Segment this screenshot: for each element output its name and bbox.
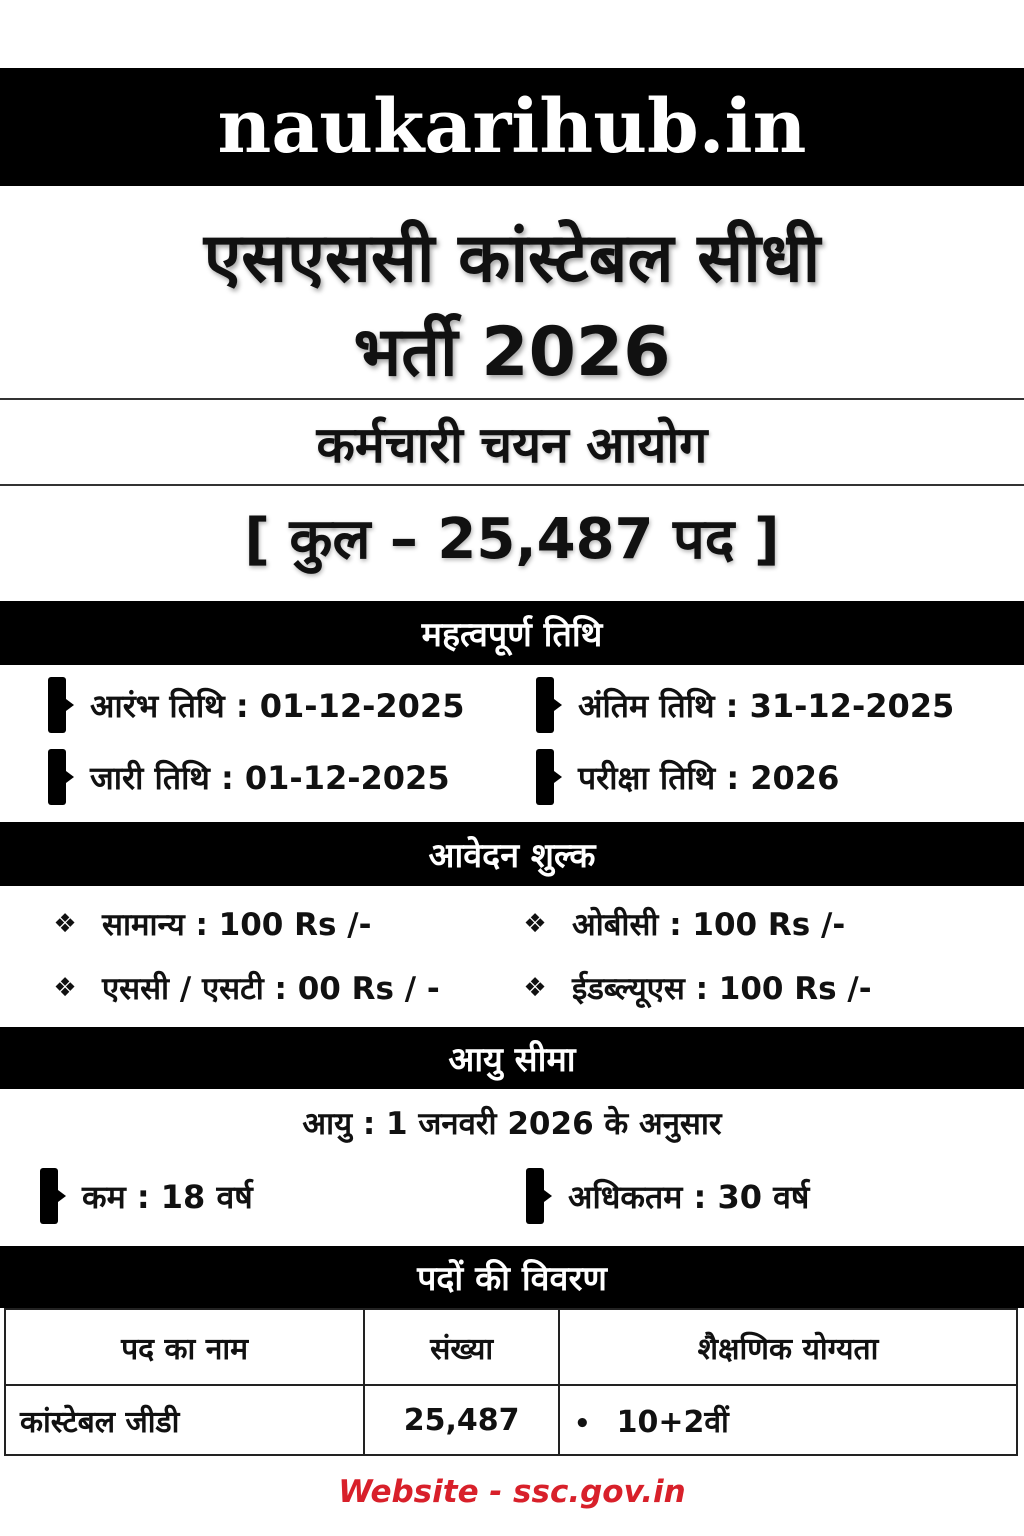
exam-date: परीक्षा तिथि : 2026 xyxy=(578,758,840,797)
age-item xyxy=(0,1166,512,1226)
important-dates-header xyxy=(0,601,1024,665)
post-details-table xyxy=(4,1308,1018,1456)
post-details-heading: पदों की विवरण xyxy=(417,1259,607,1299)
fee-sc-st: एससी / एसटी : 00 Rs / - xyxy=(102,971,440,1007)
fee-item xyxy=(512,900,1024,948)
post-details-header xyxy=(0,1246,1024,1308)
date-item xyxy=(512,748,1024,806)
diamond-bullet-icon: ❖ xyxy=(523,909,547,939)
application-fee-heading: आवेदन शुल्क xyxy=(428,836,596,876)
title-line-2: भर्ती 2026 xyxy=(353,313,671,392)
date-item xyxy=(0,676,512,734)
bar-marker-icon xyxy=(40,1168,58,1224)
bar-marker-icon xyxy=(48,749,66,805)
table-row xyxy=(5,1385,1017,1455)
fee-ews: ईडब्ल्यूएस : 100 Rs /- xyxy=(572,971,872,1007)
bar-marker-icon xyxy=(48,677,66,733)
post-name-cell: कांस्टेबल जीडी xyxy=(5,1385,364,1455)
column-header-count: संख्या xyxy=(364,1309,559,1385)
diamond-bullet-icon: ❖ xyxy=(523,973,547,1003)
column-header-post-name: पद का नाम xyxy=(5,1309,364,1385)
date-item xyxy=(0,748,512,806)
fee-row-2 xyxy=(0,964,1024,1012)
last-date: अंतिम तिथि : 31-12-2025 xyxy=(578,686,955,725)
site-banner xyxy=(0,68,1024,186)
diamond-bullet-icon: ❖ xyxy=(53,909,77,939)
page-title xyxy=(0,212,1024,400)
fee-obc: ओबीसी : 100 Rs /- xyxy=(572,907,846,943)
dates-row-2 xyxy=(0,748,1024,806)
title-line-1: एसएससी कांस्टेबल सीधी xyxy=(203,219,821,298)
important-dates-heading: महत्वपूर्ण तिथि xyxy=(421,615,603,655)
fee-item xyxy=(0,964,512,1012)
age-reference-note: आयु : 1 जनवरी 2026 के अनुसार xyxy=(302,1106,722,1142)
table-header-row xyxy=(5,1309,1017,1385)
application-fee-header xyxy=(0,822,1024,886)
organization-name: कर्मचारी चयन आयोग xyxy=(316,416,708,474)
age-minimum: कम : 18 वर्ष xyxy=(82,1177,253,1216)
date-item xyxy=(512,676,1024,734)
fee-general: सामान्य : 100 Rs /- xyxy=(102,907,372,943)
age-limit-header xyxy=(0,1027,1024,1089)
diamond-bullet-icon: ❖ xyxy=(53,973,77,1003)
column-header-qualification: शैक्षणिक योग्यता xyxy=(559,1309,1017,1385)
post-count-cell: 25,487 xyxy=(364,1385,559,1455)
qualification-text: 10+2वीं xyxy=(616,1404,729,1440)
qualification-cell xyxy=(559,1385,1017,1455)
start-date: आरंभ तिथि : 01-12-2025 xyxy=(90,686,465,725)
bar-marker-icon xyxy=(536,749,554,805)
divider-bottom xyxy=(0,484,1024,486)
age-maximum: अधिकतम : 30 वर्ष xyxy=(568,1177,810,1216)
bullet-dot-icon: • xyxy=(573,1408,591,1439)
age-row xyxy=(0,1166,1024,1226)
age-limit-heading: आयु सीमा xyxy=(448,1040,576,1080)
fee-item xyxy=(512,964,1024,1012)
dates-row-1 xyxy=(0,676,1024,734)
total-posts: [ कुल – 25,487 पद ] xyxy=(244,507,780,572)
divider-top xyxy=(0,398,1024,400)
age-item xyxy=(512,1166,1024,1226)
fee-item xyxy=(0,900,512,948)
release-date: जारी तिथि : 01-12-2025 xyxy=(90,758,450,797)
fee-row-1 xyxy=(0,900,1024,948)
website-link[interactable]: Website - ssc.gov.in xyxy=(338,1474,686,1510)
bar-marker-icon xyxy=(536,677,554,733)
bar-marker-icon xyxy=(526,1168,544,1224)
site-title: naukarihub.in xyxy=(217,84,807,170)
